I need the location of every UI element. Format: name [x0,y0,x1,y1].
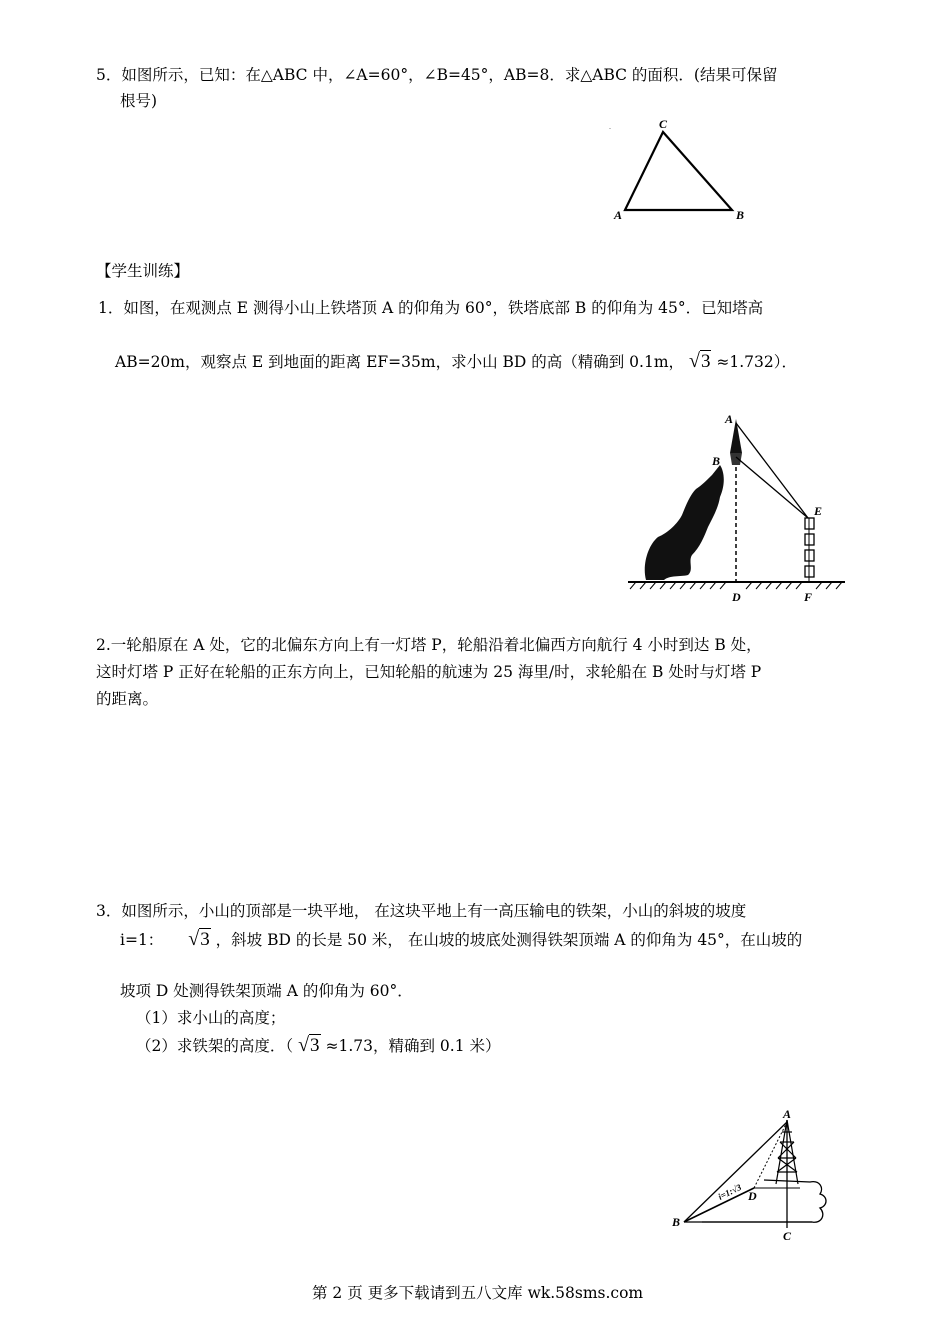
p3-line2-a: i=1： [120,931,164,949]
p3-sub2-b: ≈1.73，精确到 0.1 米） [325,1037,501,1055]
p3-line2-b: ，斜坡 BD 的长是 50 米， 在山坡的坡底处测得铁架顶端 A 的仰角为 45°，在山坡的 [215,931,803,949]
triangle-abc-figure [600,112,770,232]
label-a: A [725,412,734,426]
p1-line2-a: AB=20m，观察点 E 到地面的距离 EF=35m，求小山 BD 的高（精确到 0.1m， [115,353,685,371]
hill-shape [645,465,724,580]
section-title: 【学生训练】 [96,262,190,280]
slope-tower-figure [672,1108,842,1248]
p1-line2 [115,348,797,376]
p3-sub2-a: （2）求铁架的高度．（ [136,1037,294,1055]
triangle-abc [625,132,732,210]
p3-line2 [120,926,802,954]
sqrt-3: √3 [298,1034,320,1056]
q5-line1: 5．如图所示，已知：在△ABC 中，∠A=60°，∠B=45°，AB=8．求△ABC 的面积．(结果可保留 [96,66,778,84]
sqrt-3: √3 [688,350,711,372]
tower-hill-figure [620,405,855,605]
p2-line1: 2.一轮船原在 A 处，它的北偏东方向上有一灯塔 P，轮船沿着北偏西方向航行 4 小时到达 B 处， [96,636,762,654]
p1-line2-b: ≈1.732）． [716,353,797,371]
label-f: F [804,590,813,604]
label-e: E [814,504,823,518]
label-d: D [732,590,741,604]
label-b: B [672,1215,681,1229]
label-b: B [712,454,721,468]
label-a: A [783,1108,792,1121]
q5-line2: 根号) [120,92,158,110]
sqrt-3: √3 [188,928,210,950]
p3-sub1: （1）求小山的高度； [136,1009,286,1027]
label-c: C [783,1229,792,1243]
label-slope: i=1:√3 [716,1182,743,1202]
p3-sub2 [136,1032,501,1060]
label-b: B [736,208,745,222]
label-c: C [659,117,668,131]
p3-line3: 坡项 D 处测得铁架顶端 A 的仰角为 60°． [120,982,413,1000]
label-a: A [614,208,623,222]
p2-line2: 这时灯塔 P 正好在轮船的正东方向上，已知轮船的航速为 25 海里/时，求轮船在 B 处时与灯塔 P [96,663,762,681]
label-d: D [748,1189,757,1203]
p2-line3: 的距离。 [96,690,159,708]
p1-line1: 1．如图，在观测点 E 测得小山上铁塔顶 A 的仰角为 60°，铁塔底部 B 的仰角为 45°．已知塔高 [98,299,764,317]
p3-line1: 3．如图所示，小山的顶部是一块平地， 在这块平地上有一高压输电的铁架，小山的斜坡的坡度 [96,902,747,920]
page-footer: 第 2 页 更多下载请到五八文库 wk.58sms.com [312,1284,644,1302]
